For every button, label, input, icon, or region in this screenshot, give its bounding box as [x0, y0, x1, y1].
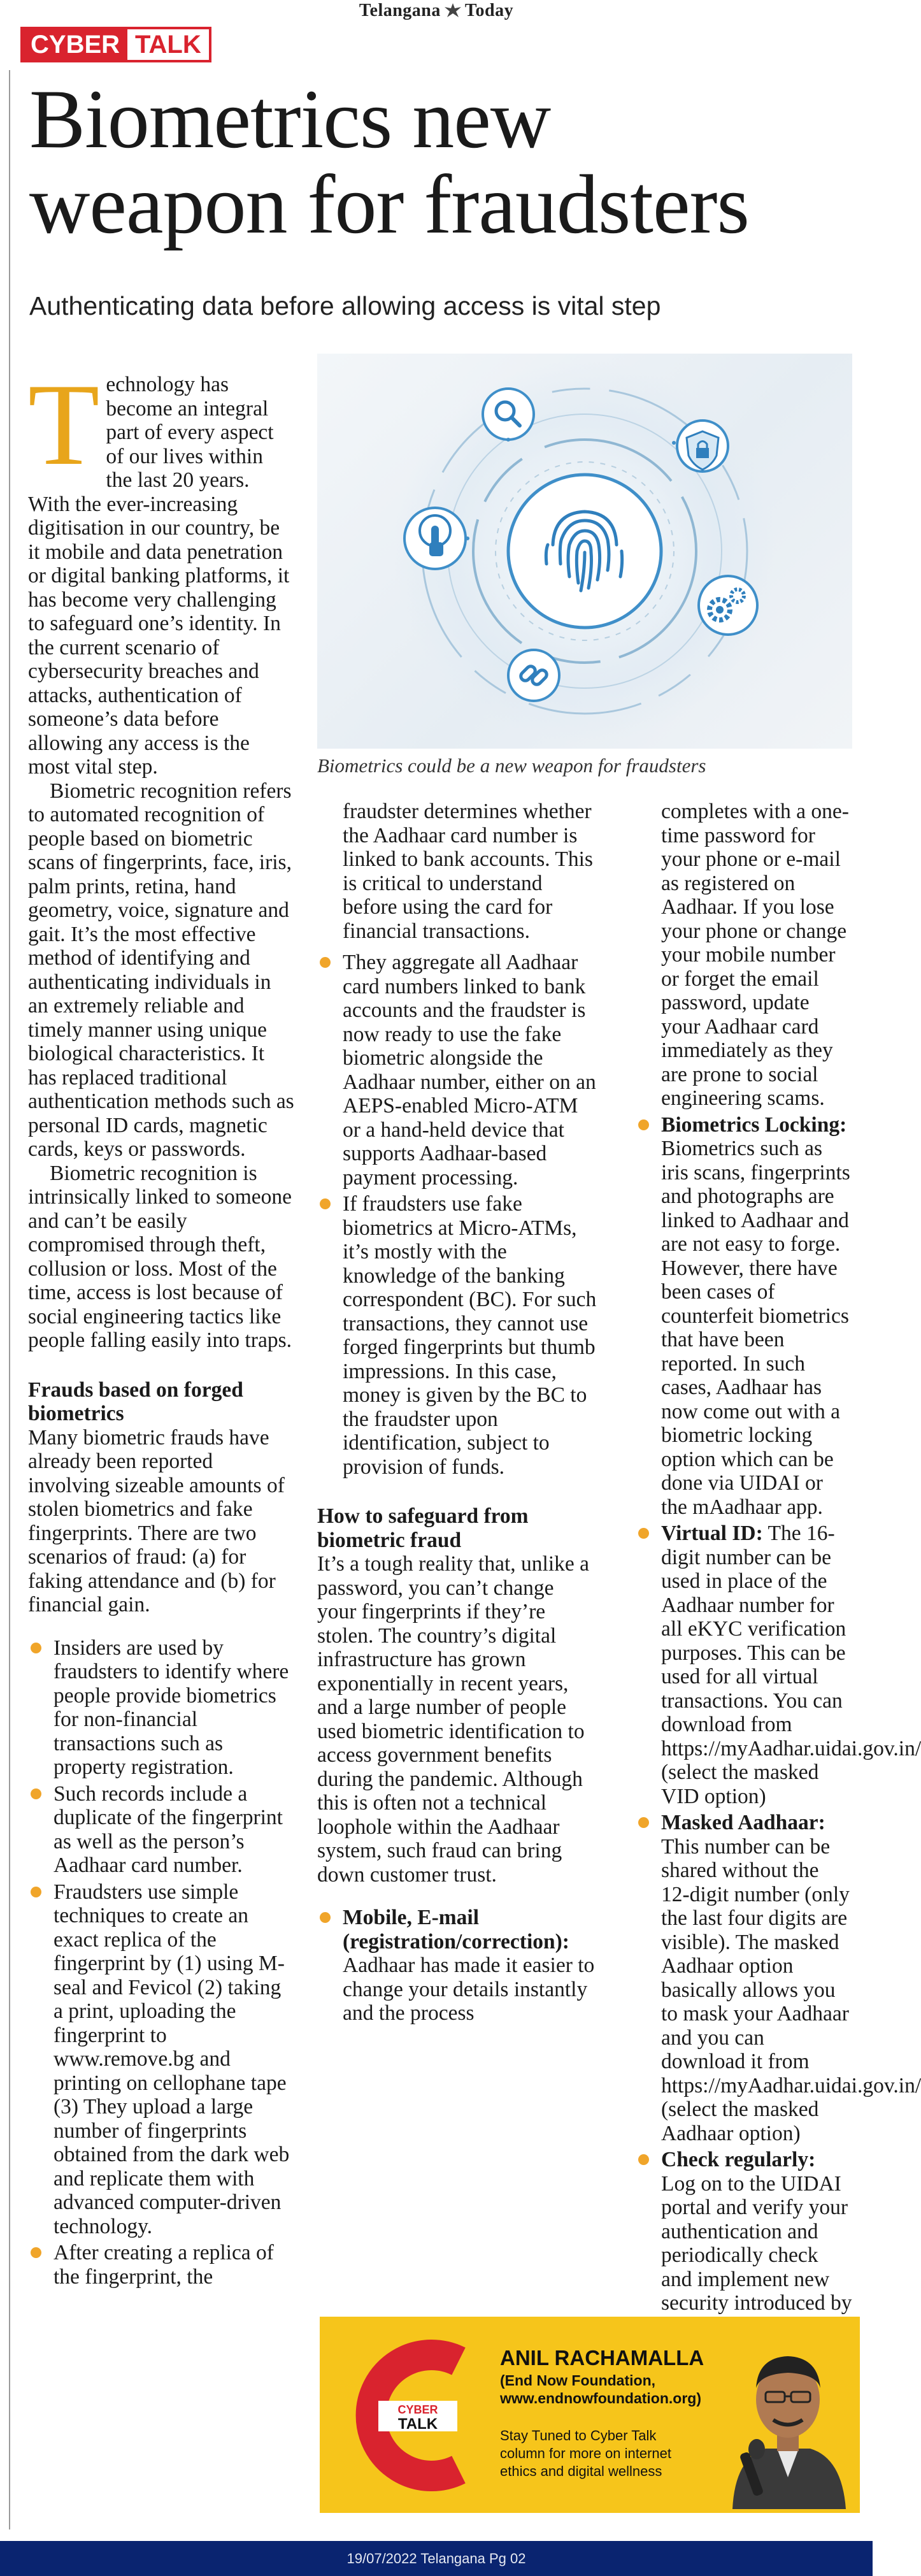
logo-cyber-text: CYBER [397, 2403, 438, 2416]
list-item: They aggregate all Aadhaar card numbers linked to bank accounts and the fraudster is now ready to use the fake biometric alongside the Aadhaar number, either on an AEPS-enabled Micro-ATM or a hand-held device that supports Aadhaar-based payment processing. [317, 951, 597, 1190]
search-icon [483, 389, 534, 440]
list-item: Insiders are used by fraudsters to identify where people provide biometrics for non-financial transactions such as property registration. [28, 1636, 294, 1780]
headline-line1: Biometrics new [29, 72, 551, 166]
safeguard-list [317, 1906, 597, 2026]
intro-paragraph: Technology has become an integral part of every aspect of our lives within the last 20 years. With the ever-increasing digitisation in our country, be it mobile and data penetration or digital banking platforms, it has become very challenging to safeguard one’s identity. In the current scenario of cybersecurity breaches and attacks, authentication of someone’s data before allowing any access is the most vital step. [28, 359, 290, 779]
author-org: (End Now Foundation, [500, 2372, 656, 2389]
list-item: Such records include a duplicate of the fingerprint as well as the person’s Aadhaar card number. [28, 1782, 294, 1878]
logo-talk-text: TALK [397, 2415, 438, 2433]
masthead [0, 0, 873, 25]
author-photo [721, 2324, 855, 2509]
fraud-steps-list [28, 1636, 294, 2289]
list-item: Mobile, E-mail (registration/correction): Aadhaar has made it easier to change your details instantly and the process [317, 1906, 597, 2026]
column-1 [28, 359, 294, 2291]
column-tagline: Stay Tuned to Cyber Talk column for more on internet ethics and digital wellness [500, 2428, 672, 2479]
newspaper-logo-icon [442, 2, 464, 18]
cyber-talk-logo [320, 2317, 492, 2513]
section-heading-safeguard: How to safeguard from biometric fraud [317, 1504, 529, 1552]
cyber-talk-badge [20, 27, 211, 62]
footer-date-page: 19/07/2022 Telangana Pg 02 [346, 2551, 526, 2566]
left-rule [9, 70, 10, 2529]
safeguard-list-continued [636, 1112, 921, 2363]
column-3 [636, 800, 921, 2366]
list-item: Masked Aadhaar: This number can be shared without the 12-digit number (only the last four digits are visible). The masked Aadhaar option basically allows you to mask your Aadhaar and you can download it from https://myAadhar.uidai.gov.in/ (select the masked Aadhaar option) [636, 1811, 852, 2145]
cyber-talk-promo [320, 2317, 860, 2513]
image-caption: Biometrics could be a new weapon for fraudsters [317, 754, 706, 777]
subheadline: Authenticating data before allowing access is vital step [29, 291, 661, 320]
paragraph: It’s a tough reality that, unlike a password, you can’t change your fingerprints if they’re stolen. The country’s digital infrastructure has grown exponentially in recent years, and a large number of people used biometric identification to access government benefits during the pandemic. Although this is often not a technical loophole within the Aadhaar system, such fraud can bring down customer trust. [317, 1552, 590, 1887]
author-name: ANIL RACHAMALLA [500, 2346, 704, 2370]
list-item: Virtual ID: The 16-digit number can be used in place of the Aadhaar number for all eKYC verification purposes. This can be used for all virtual transactions. You can download from https://myAadhar.uidai.gov.in/ (select the masked VID option) [636, 1522, 852, 1808]
biometrics-illustration [317, 354, 852, 749]
paragraph: Biometric recognition is intrinsically linked to someone and can’t be easily compromised through theft, collusion or loss. Most of the time, access is lost because of social engineering tactics like people falling easily into traps. [28, 1161, 292, 1352]
list-item: After creating a replica of the fingerprint, the [28, 2241, 294, 2289]
drop-cap: T [28, 359, 100, 489]
author-website: www.endnowfoundation.org) [500, 2390, 701, 2407]
touch-icon [404, 508, 466, 569]
fraud-steps-list-continued [317, 951, 597, 1479]
gears-icon [699, 576, 757, 635]
paragraph: fraudster determines whether the Aadhaar card number is linked to bank accounts. This is critical to understand before using the card for financial transactions. [343, 800, 593, 943]
list-item: If fraudsters use fake biometrics at Micro-ATMs, it’s mostly with the knowledge of the banking correspondent (BC). For such transactions, they cannot use forged fingerprints but thumb impressions. In this case, money is given by the BC to the fraudster upon identification, subject to provision of funds. [317, 1192, 597, 1479]
headline-line2: weapon for fraudsters [29, 157, 749, 251]
paper-name: Telangana Today [359, 1, 514, 20]
headline [29, 72, 857, 251]
paragraph: completes with a one-time password for your phone or e-mail as registered on Aadhaar. If you lose your phone or change your mobile number or forget the email password, update your Aadhaar card immediately as they are prone to social engineering scams. [661, 800, 849, 1110]
article-image [317, 354, 852, 749]
section-heading-frauds: Frauds based on forged biometrics [28, 1378, 243, 1425]
list-item: Fraudsters use simple techniques to create an exact replica of the fingerprint by (1) using M-seal and Fevicol (2) taking a print, uploading the fingerprint to www.remove.bg and printing on cellophane tape (3) They upload a large number of fingerprints obtained from the dark web and replicate them with advanced computer-driven technology. [28, 1880, 294, 2239]
list-item: Biometrics Locking: Biometrics such as iris scans, fingerprints and photographs are linked to Aadhaar and are not easy to forge. However, there have been cases of counterfeit biometrics that have been reported. In such cases, Aadhaar has now come out with a biometric locking option which can be done via UIDAI or the mAadhaar app. [636, 1113, 852, 1520]
list-item: Check regularly: Log on to the UIDAI portal and verify your authentication and periodically check and implement new security introduced by [636, 2148, 852, 2363]
link-icon [508, 650, 559, 701]
page-footer [0, 2541, 873, 2576]
paragraph: Many biometric frauds have already been reported involving sizeable amounts of stolen biometrics and fake fingerprints. There are two scenarios of fraud: (a) for faking attendance and (b) for financial gain. [28, 1425, 285, 1616]
paragraph: Biometric recognition refers to automated recognition of people based on biometric scans of fingerprints, face, iris, palm prints, retina, hand geometry, voice, signature and gait. It’s the most effective method of identifying and authenticating individuals in an extremely reliable and timely manner using unique biological characteristics. It has replaced traditional authentication methods such as personal ID cards, magnetic cards, keys or passwords. [28, 779, 294, 1161]
badge-talk: TALK [127, 29, 209, 60]
lock-icon [677, 421, 728, 471]
column-2 [317, 800, 597, 2028]
badge-cyber: CYBER [23, 29, 127, 60]
